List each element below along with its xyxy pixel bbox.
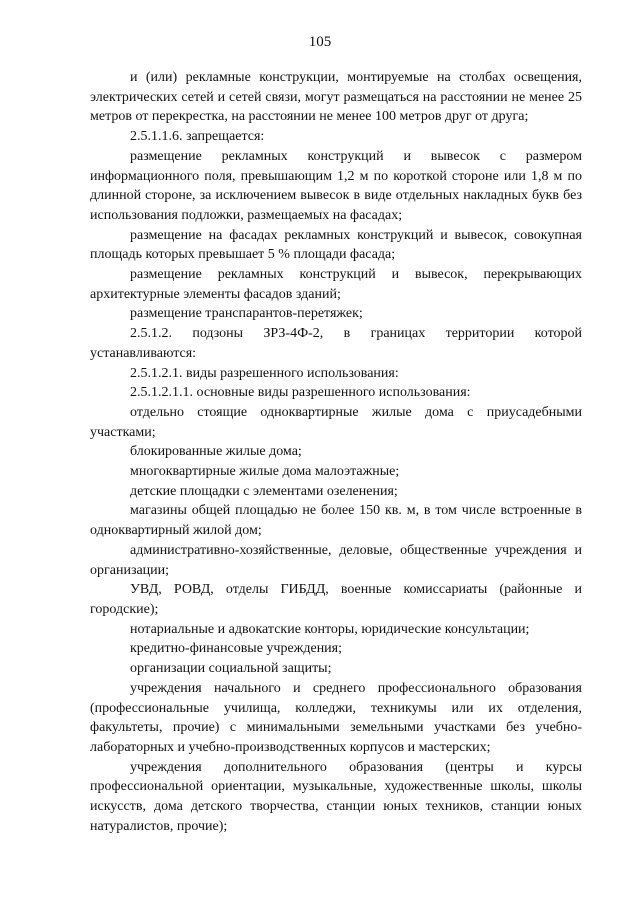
paragraph-prohibited-facade-area: размещение на фасадах рекламных конструкций и вывесок, совокупная площадь которых превышает 5 % площади фасада; xyxy=(90,227,582,263)
list-item-police-military: УВД, РОВД, отделы ГИБДД, военные комиссариаты (районные и городские); xyxy=(90,582,582,617)
paragraph-prohibited-heading: 2.5.1.1.6. запрещается: xyxy=(130,129,265,145)
document-body xyxy=(90,68,582,836)
paragraph-prohibited-banners: размещение транспарантов-перетяжек; xyxy=(130,306,363,322)
list-item-vocational-education: учреждения начального и среднего профессионального образования (профессиональные училища, колледжи, техникумы или их отделения, факультеты, прочие) с минимальными земельными участками без учебно-лабораторных и учебно-производственных корпусов и мастерских; xyxy=(90,680,582,755)
paragraph-prohibited-size: размещение рекламных конструкций и вывесок с размером информационного поля, превышающим 1,2 м по короткой стороне или 1,8 м по длинной стороне, за исключением вывесок в виде отдельных накладных букв без использования подложки, размещаемых на фасадах; xyxy=(90,148,582,223)
list-item-blocked-houses: блокированные жилые дома; xyxy=(130,444,302,460)
list-item-shops: магазины общей площадью не более 150 кв. м, в том числе встроенные в одноквартирный жилой дом; xyxy=(90,503,582,539)
list-item-playgrounds: детские площадки с элементами озеленения; xyxy=(130,483,398,499)
paragraph-advertising-on-poles: и (или) рекламные конструкции, монтируемые на столбах освещения, электрических сетей и сетей связи, могут размещаться на расстоянии не менее 25 метров от перекрестка, на расстоянии не менее 100 метров друг от друга; xyxy=(90,70,582,125)
list-item-financial: кредитно-финансовые учреждения; xyxy=(130,641,343,657)
list-item-social-protection: организации социальной защиты; xyxy=(130,661,332,677)
paragraph-subzone-heading: 2.5.1.2. подзоны ЗРЗ-4Ф-2, в границах территории которой устанавливаются: xyxy=(90,326,582,361)
paragraph-main-use-heading: 2.5.1.2.1.1. основные виды разрешенного использования: xyxy=(130,385,471,401)
paragraph-prohibited-covering-elements: размещение рекламных конструкций и вывесок, перекрывающих архитектурные элементы фасадов зданий; xyxy=(90,267,582,302)
list-item-low-rise-apartments: многоквартирные жилые дома малоэтажные; xyxy=(130,464,400,480)
list-item-notary-legal: нотариальные и адвокатские конторы, юридические консультации; xyxy=(130,621,530,637)
paragraph-permitted-use-heading: 2.5.1.2.1. виды разрешенного использования: xyxy=(130,365,399,381)
list-item-additional-education: учреждения дополнительного образования (центры и курсы профессиональной ориентации, музыкальные, художественные школы, школы искусств, дома детского творчества, станции юных техников, станции юных натуралистов, прочие); xyxy=(90,759,582,834)
page-number: 105 xyxy=(308,34,332,50)
list-item-administrative: административно-хозяйственные, деловые, общественные учреждения и организации; xyxy=(90,542,582,578)
list-item-detached-houses: отдельно стоящие одноквартирные жилые дома с приусадебными участками; xyxy=(90,404,582,440)
